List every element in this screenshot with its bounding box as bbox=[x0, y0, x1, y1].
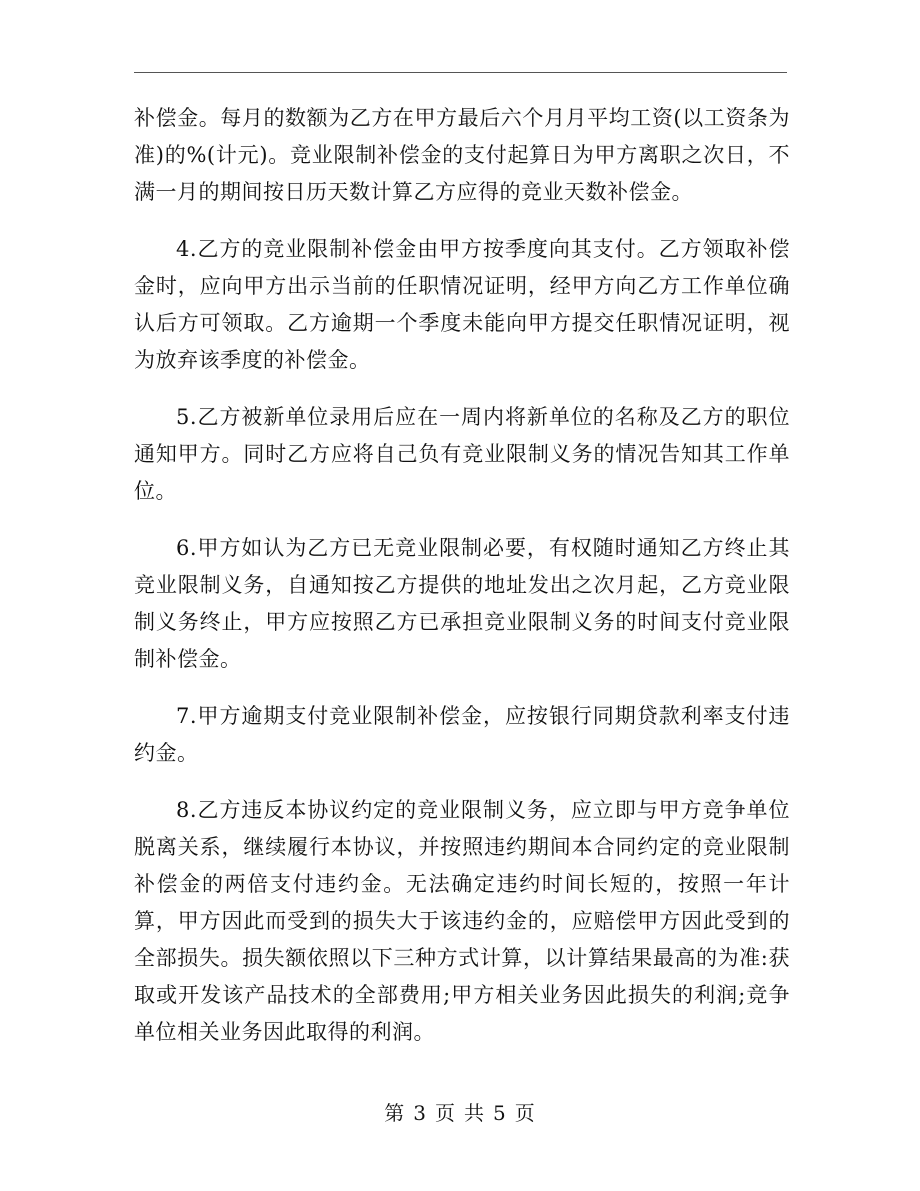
footer-total-unit: 页 bbox=[514, 1101, 536, 1125]
footer-total-pages: 5 bbox=[493, 1101, 507, 1125]
paragraph-clause-5: 5.乙方被新单位录用后应在一周内将新单位的名称及乙方的职位通知甲方。同时乙方应将自己负有竞业限制义务的情况告知其工作单位。 bbox=[134, 405, 790, 503]
paragraph-continuation: 补偿金。每月的数额为乙方在甲方最后六个月月平均工资(以工资条为准)的%(计元)。竞业限制补偿金的支付起算日为甲方离职之次日，不满一月的期间按日历天数计算乙方应得的竞业天数补偿金。 bbox=[134, 106, 790, 204]
footer-total-label: 共 bbox=[464, 1101, 485, 1125]
paragraph-clause-4: 4.乙方的竞业限制补偿金由甲方按季度向其支付。乙方领取补偿金时，应向甲方出示当前的任职情况证明，经甲方向乙方工作单位确认后方可领取。乙方逾期一个季度未能向甲方提交任职情况证明，视为放弃该季度的补偿金。 bbox=[134, 237, 790, 372]
page-number-footer bbox=[0, 1098, 920, 1128]
footer-page-unit: 页 bbox=[435, 1101, 456, 1125]
footer-prefix: 第 bbox=[384, 1101, 406, 1125]
paragraph-clause-8: 8.乙方违反本协议约定的竞业限制义务，应立即与甲方竞争单位脱离关系，继续履行本协议，并按照违约期间本合同约定的竞业限制补偿金的两倍支付违约金。无法确定违约时间长短的，按照一年计算，甲方因此而受到的损失大于该违约金的，应赔偿甲方因此受到的全部损失。损失额依照以下三种方式计算，以计算结果最高的为准:获取或开发该产品技术的全部费用;甲方相关业务因此损失的利润;竞争单位相关业务因此取得的利润。 bbox=[134, 798, 790, 1044]
document-body bbox=[134, 100, 790, 1051]
paragraph-clause-6: 6.甲方如认为乙方已无竞业限制必要，有权随时通知乙方终止其竞业限制义务，自通知按乙方提供的地址发出之次月起，乙方竞业限制义务终止，甲方应按照乙方已承担竞业限制义务的时间支付竞业限制补偿金。 bbox=[134, 536, 790, 671]
paragraph-clause-7: 7.甲方逾期支付竞业限制补偿金，应按银行同期贷款利率支付违约金。 bbox=[134, 704, 790, 765]
footer-current-page: 3 bbox=[413, 1101, 427, 1125]
header-divider bbox=[134, 72, 787, 73]
